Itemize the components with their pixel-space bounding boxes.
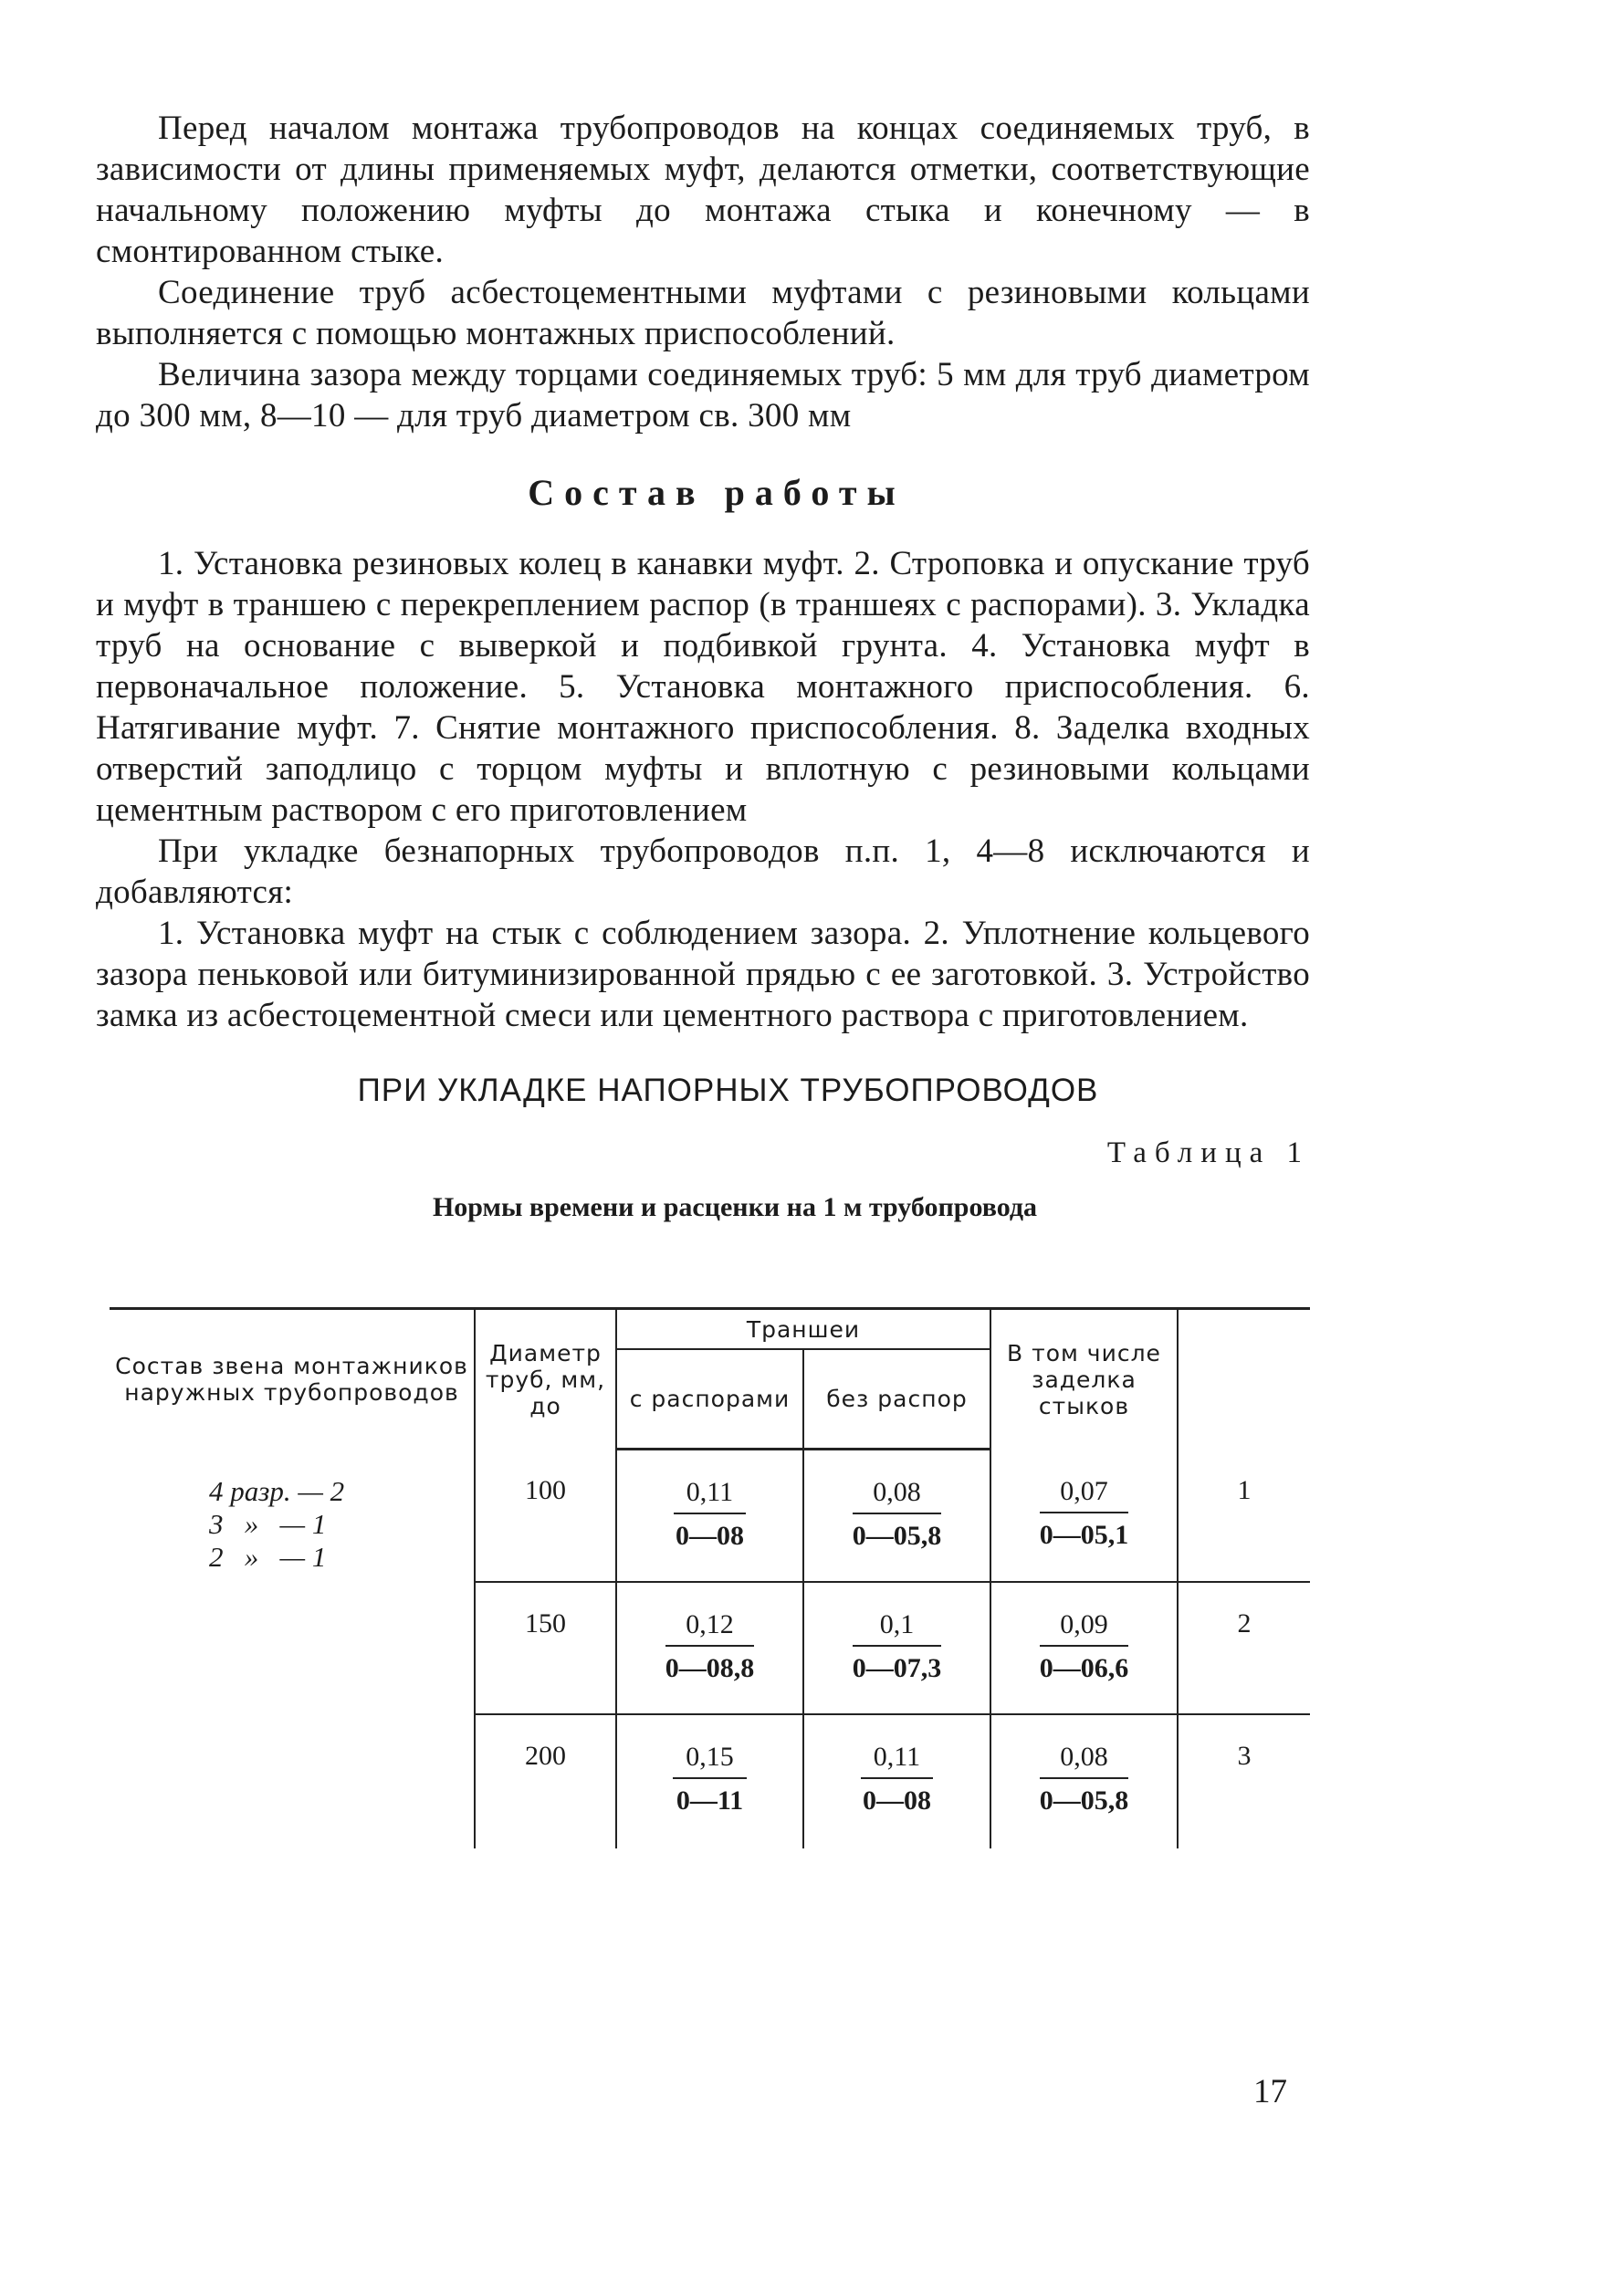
- price-value: 0—08: [675, 1521, 744, 1551]
- norm-value: 0,1: [853, 1608, 942, 1647]
- header-crew: Состав звена монтажников наружных трубопроводов: [110, 1309, 475, 1450]
- header-with-struts: с распорами: [616, 1349, 803, 1450]
- without-struts-cell: [803, 1714, 990, 1848]
- diameter-cell: 100: [475, 1450, 616, 1583]
- without-struts-cell: [803, 1450, 990, 1583]
- row-index: 1: [1178, 1450, 1310, 1583]
- price-value: 0—05,1: [1039, 1519, 1129, 1550]
- header-index: [1178, 1309, 1310, 1450]
- page-number: 17: [1253, 2073, 1287, 2110]
- table-label: Таблица 1: [1106, 1136, 1310, 1169]
- row-index: 2: [1178, 1582, 1310, 1714]
- price-value: 0—05,8: [1039, 1785, 1129, 1816]
- price-value: 0—06,6: [1039, 1653, 1129, 1683]
- norm-value: 0,08: [1040, 1741, 1129, 1779]
- norm-value: 0,09: [1040, 1608, 1129, 1647]
- without-struts-cell: [803, 1582, 990, 1714]
- with-struts-cell: [616, 1582, 803, 1714]
- norm-value: 0,12: [665, 1608, 755, 1647]
- row-index: 3: [1178, 1714, 1310, 1848]
- norm-value: 0,15: [673, 1741, 747, 1779]
- subsection-heading: ПРИ УКЛАДКЕ НАПОРНЫХ ТРУБОПРОВОДОВ: [357, 1073, 1099, 1108]
- price-value: 0—05,8: [852, 1521, 942, 1551]
- norm-value: 0,11: [674, 1476, 746, 1514]
- page-body: [96, 108, 1310, 1223]
- with-struts-cell: [616, 1450, 803, 1583]
- norm-value: 0,08: [853, 1476, 942, 1514]
- price-value: 0—08: [862, 1785, 931, 1816]
- intro-paragraph-2: Соединение труб асбестоцементными муфтами с резиновыми кольцами выполняется с помощью монтажных приспособлений.: [96, 274, 1310, 352]
- section-heading: Состав работы: [528, 472, 906, 513]
- intro-paragraph-1: Перед началом монтажа трубопроводов на концах соединяемых труб, в зависимости от длины применяемых муфт, делаются отметки, соответствующие начальному положению муфты до монтажа стыка и конечному — в смонтированном стыке.: [96, 110, 1310, 270]
- price-value: 0—11: [676, 1785, 744, 1816]
- crew-composition: [110, 1450, 475, 1849]
- incl-joints-cell: [990, 1450, 1178, 1583]
- header-without-struts: без распор: [803, 1349, 990, 1450]
- price-value: 0—07,3: [852, 1653, 942, 1683]
- norms-table-wrapper: [110, 1307, 1310, 1848]
- price-value: 0—08,8: [665, 1653, 755, 1683]
- header-diameter: Диаметр труб, мм, до: [475, 1309, 616, 1450]
- table-row: [110, 1450, 1310, 1583]
- crew-line: 2 » — 1: [209, 1540, 327, 1573]
- norms-table: [110, 1307, 1310, 1848]
- norm-value: 0,07: [1040, 1475, 1129, 1513]
- header-trench: Траншеи: [616, 1309, 990, 1350]
- work-paragraph-2: При укладке безнапорных трубопроводов п.п. 1, 4—8 исключаются и добавляются:: [96, 832, 1310, 911]
- incl-joints-cell: [990, 1714, 1178, 1848]
- header-incl-joints: В том числе заделка стыков: [990, 1309, 1178, 1450]
- intro-paragraph-3: Величина зазора между торцами соединяемых труб: 5 мм для труб диаметром до 300 мм, 8—10 — для труб диаметром св. 300 мм: [96, 356, 1310, 435]
- incl-joints-cell: [990, 1582, 1178, 1714]
- crew-line: 4 разр. — 2: [209, 1474, 345, 1507]
- table-caption: Нормы времени и расценки на 1 м трубопровода: [432, 1192, 1038, 1222]
- work-paragraph-3: 1. Установка муфт на стык с соблюдением зазора. 2. Уплотнение кольцевого зазора пеньковой или битуминизированной прядью с ее заготовкой. 3. Устройство замка из асбестоцементной смеси или цементного раствора с приготовлением.: [96, 915, 1310, 1034]
- diameter-cell: 200: [475, 1714, 616, 1848]
- with-struts-cell: [616, 1714, 803, 1848]
- norm-value: 0,11: [861, 1741, 933, 1779]
- work-paragraph-1: 1. Установка резиновых колец в канавки муфт. 2. Строповка и опускание труб и муфт в траншею с перекреплением распор (в траншеях с распорами). 3. Укладка труб на основание с выверкой и подбивкой грунта. 4. Установка муфт в первоначальное положение. 5. Установка монтажного приспособления. 6. Натягивание муфт. 7. Снятие монтажного приспособления. 8. Заделка входных отверстий заподлицо с торцом муфты и вплотную с резиновыми кольцами цементным раствором с его приготовлением: [96, 545, 1310, 829]
- diameter-cell: 150: [475, 1582, 616, 1714]
- crew-line: 3 » — 1: [209, 1507, 327, 1540]
